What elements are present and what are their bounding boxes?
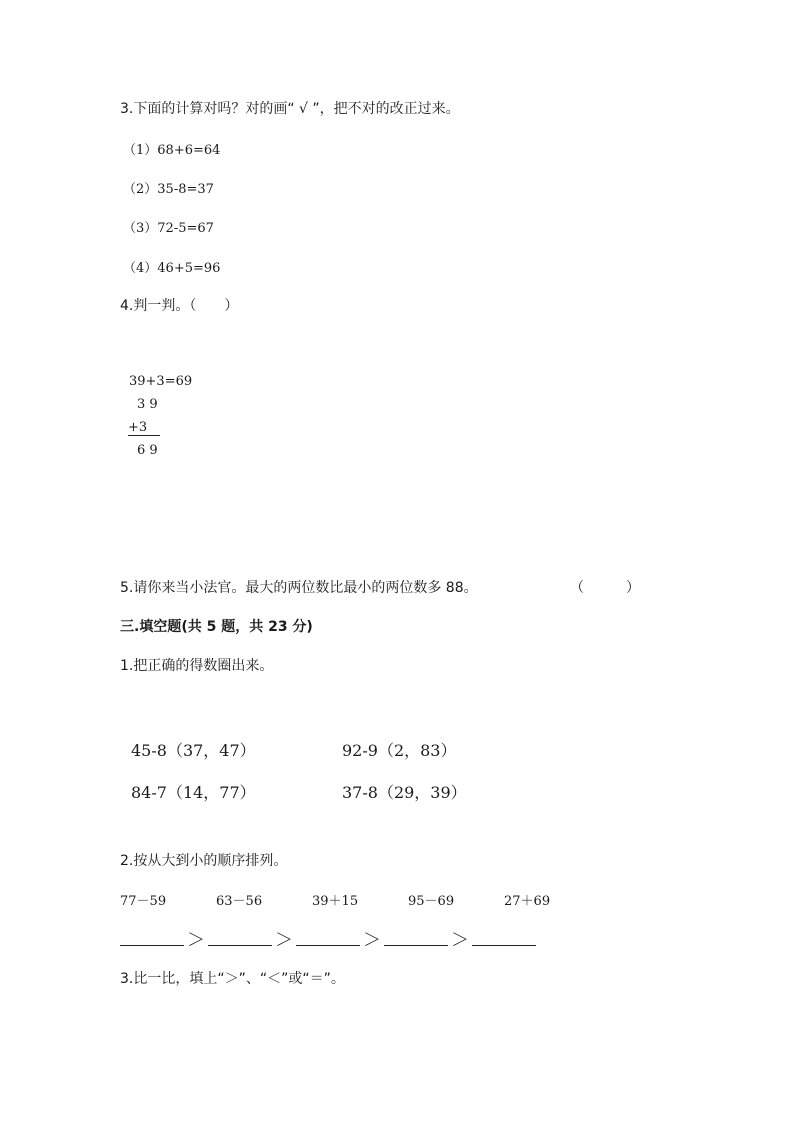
q3-item-4: （4）46+5=96 bbox=[123, 261, 221, 276]
q3-item-1: （1）68+6=64 bbox=[123, 143, 221, 158]
fill2-ordering-row bbox=[120, 926, 536, 952]
q4-vertical-addend: +3 bbox=[128, 420, 160, 436]
fill2-expr-2: 63－56 bbox=[216, 894, 263, 909]
fill2-blank-4[interactable] bbox=[384, 931, 448, 946]
fill2-blank-2[interactable] bbox=[208, 931, 272, 946]
q4-prompt: 4.判一判。（ ） bbox=[120, 298, 239, 314]
fill2-expr-4: 95－69 bbox=[408, 894, 455, 909]
fill2-blank-3[interactable] bbox=[296, 931, 360, 946]
fill2-gt-4: ＞ bbox=[451, 930, 469, 951]
q3-item-2: （2）35-8=37 bbox=[123, 182, 214, 197]
q4-vertical-result: 6 9 bbox=[137, 443, 158, 458]
q3-prompt: 3.下面的计算对吗？对的画“ √ ”，把不对的改正过来。 bbox=[120, 101, 460, 117]
fill2-expr-1: 77－59 bbox=[120, 894, 167, 909]
q5-answer-paren[interactable]: （ ） bbox=[570, 580, 640, 596]
q4-vertical-line2 bbox=[128, 420, 160, 436]
q4-vertical-line1: 3 9 bbox=[137, 397, 158, 412]
q5-prompt: 5.请你来当小法官。最大的两位数比最小的两位数多 88。 bbox=[120, 580, 478, 596]
fill3-prompt: 3.比一比，填上“＞”、“＜”或“＝”。 bbox=[120, 971, 345, 987]
fill2-blank-5[interactable] bbox=[472, 931, 536, 946]
section-title: 三.填空题(共 5 题，共 23 分) bbox=[120, 619, 313, 635]
fill2-gt-3: ＞ bbox=[363, 930, 381, 951]
fill1-expr-1[interactable]: 45-8（37，47） bbox=[131, 741, 256, 760]
fill1-prompt: 1.把正确的得数圈出来。 bbox=[120, 658, 274, 674]
fill2-expr-3: 39＋15 bbox=[312, 894, 359, 909]
fill2-gt-2: ＞ bbox=[275, 930, 293, 951]
fill2-blank-1[interactable] bbox=[120, 931, 184, 946]
q3-item-3: （3）72-5=67 bbox=[123, 221, 214, 236]
fill1-expr-2[interactable]: 92-9（2，83） bbox=[342, 741, 457, 760]
fill2-prompt: 2.按从大到小的顺序排列。 bbox=[120, 853, 288, 869]
fill1-expr-3[interactable]: 84-7（14，77） bbox=[131, 783, 256, 802]
fill2-expr-5: 27＋69 bbox=[504, 894, 551, 909]
q4-equation: 39+3=69 bbox=[129, 374, 193, 389]
fill2-gt-1: ＞ bbox=[187, 930, 205, 951]
fill1-expr-4[interactable]: 37-8（29，39） bbox=[342, 783, 467, 802]
